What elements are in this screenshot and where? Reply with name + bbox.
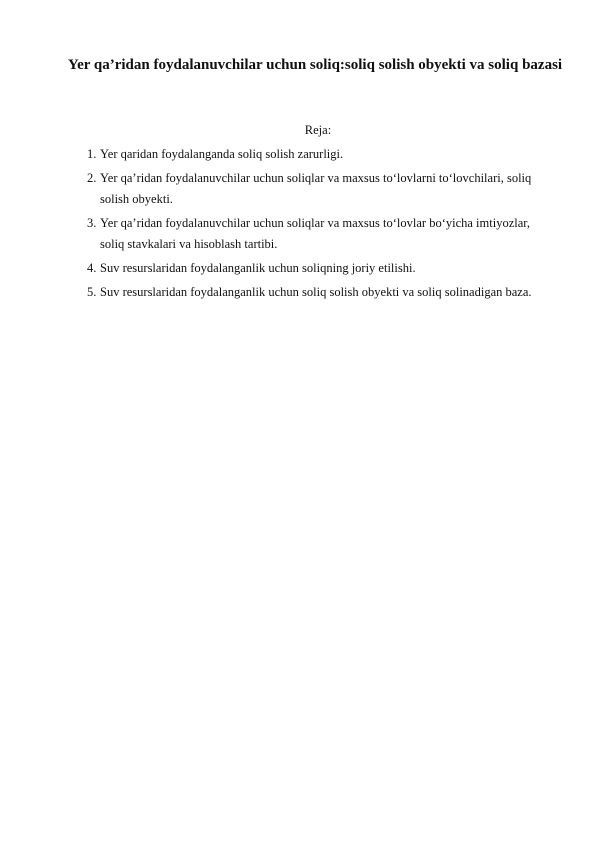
plan-item-text: Yer qa’ridan foydalanuvchilar uchun soliqlar va maxsus to‘lovlar bo‘yicha imtiyozlar, soliq stavkalari va hisoblash tartibi. <box>100 216 531 251</box>
plan-item-number: 3. <box>87 216 97 230</box>
plan-item <box>87 168 557 210</box>
plan-item-text: Yer qa’ridan foydalanuvchilar uchun soliqlar va maxsus to‘lovlarni to‘lovchilari, soliq solish obyekti. <box>100 171 532 206</box>
plan-item <box>87 258 557 279</box>
plan-item-text: Suv resurslaridan foydalanganlik uchun soliq solish obyekti va soliq solinadigan baza. <box>100 285 532 299</box>
plan-heading: Reja: <box>304 123 332 137</box>
plan-item <box>87 144 557 165</box>
plan-list <box>87 144 557 306</box>
plan-item-text: Yer qaridan foydalanganda soliq solish zarurligi. <box>100 147 344 161</box>
plan-item <box>87 213 557 255</box>
document-title: Yer qa’ridan foydalanuvchilar uchun soliq:soliq solish obyekti va soliq bazasi <box>67 57 563 73</box>
plan-item <box>87 282 557 303</box>
plan-item-text: Suv resurslaridan foydalanganlik uchun soliqning joriy etilishi. <box>100 261 416 275</box>
plan-item-number: 4. <box>87 261 97 275</box>
plan-item-number: 1. <box>87 147 97 161</box>
plan-item-number: 5. <box>87 285 97 299</box>
plan-item-number: 2. <box>87 171 97 185</box>
